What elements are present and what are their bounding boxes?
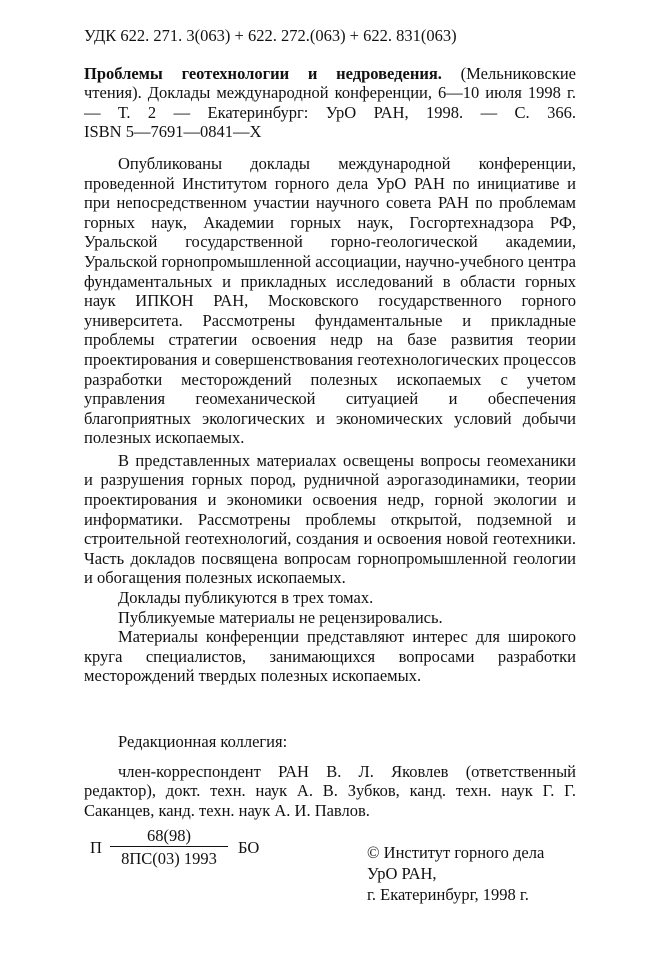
udc-code: УДК 622. 271. 3(063) + 622. 272.(063) + 622. 831(063) — [84, 26, 457, 45]
index-fraction — [110, 826, 228, 869]
bibliographic-record — [84, 64, 576, 142]
abstract-paragraph-2: В представленных материалах освещены вопросы геомеханики и разрушения горных пород, рудничной аэрогазодинамики, теории проектирования и экономики освоения недр, горной экологии и информатики. Рассмотрены проблемы открытой, подземной и строительной геотехнологий, создания и освоения новой геотехники. Часть докладов посвящена вопросам горнопромышленной геологии и обогащения полезных ископаемых. — [84, 450, 576, 588]
editorial-board-heading: Редакционная коллегия: — [118, 732, 288, 751]
fraction-line — [110, 846, 228, 847]
editorial-board-members: член-корреспондент РАН В. Л. Яковлев (ответственный редактор), докт. техн. наук А. В. Зубков, канд. техн. наук Г. Г. Саканцев, канд. техн. наук А. И. Павлов. — [84, 761, 576, 820]
publication-index — [90, 826, 260, 870]
copyright-notice — [367, 842, 544, 905]
copyright-line-2: УрО РАН, — [367, 864, 437, 883]
index-prefix: П — [90, 838, 102, 857]
abstract-paragraph-5: Материалы конференции представляют интерес для широкого круга специалистов, занимающихся вопросами разработки месторождений твердых полезных ископаемых. — [84, 627, 576, 686]
index-denominator: 8ПС(03) 1993 — [121, 849, 217, 868]
abstract-paragraph-3: Доклады публикуются в трех томах. — [118, 588, 374, 608]
book-title: Проблемы геотехнологии и недроведения. — [84, 63, 442, 83]
index-suffix: БО — [238, 838, 260, 857]
title-page-verso — [84, 26, 576, 820]
abstract-paragraph-4: Публикуемые материалы не рецензировались. — [118, 607, 443, 627]
copyright-line-1: © Институт горного дела — [367, 843, 545, 862]
copyright-line-3: г. Екатеринбург, 1998 г. — [367, 885, 529, 904]
abstract — [84, 154, 576, 686]
isbn: ISBN 5—7691—0841—X — [84, 122, 262, 142]
abstract-paragraph-1: Опубликованы доклады международной конференции, проведенной Институтом горного дела УрО РАН по инициативе и при непосредственном участии научного совета РАН по проблемам горных наук, Академии горных наук, Госгортехнадзора РФ, Уральской государственной горно-геологической академии, Уральской горнопромышленной ассоциации, научно-учебного центра фундаментальных и прикладных исследований в области горных наук ИПКОН РАН, Московского государственного горного университета. Рассмотрены фундаментальные и прикладные проблемы стратегии освоения недр на базе развития теории проектирования и совершенствования геотехнологических процессов разработки месторождений полезных ископаемых с учетом управления геомеханической ситуацией и обеспечения благоприятных экологических и экономических условий добычи полезных ископаемых. — [84, 153, 576, 448]
index-numerator: 68(98) — [147, 826, 191, 845]
bibliographic-details: (Мельниковские чтения). Доклады международной конференции, 6—10 июля 1998 г. — Т. 2 — Екатеринбург: УрО РАН, 1998. — С. 366. — [84, 63, 576, 122]
